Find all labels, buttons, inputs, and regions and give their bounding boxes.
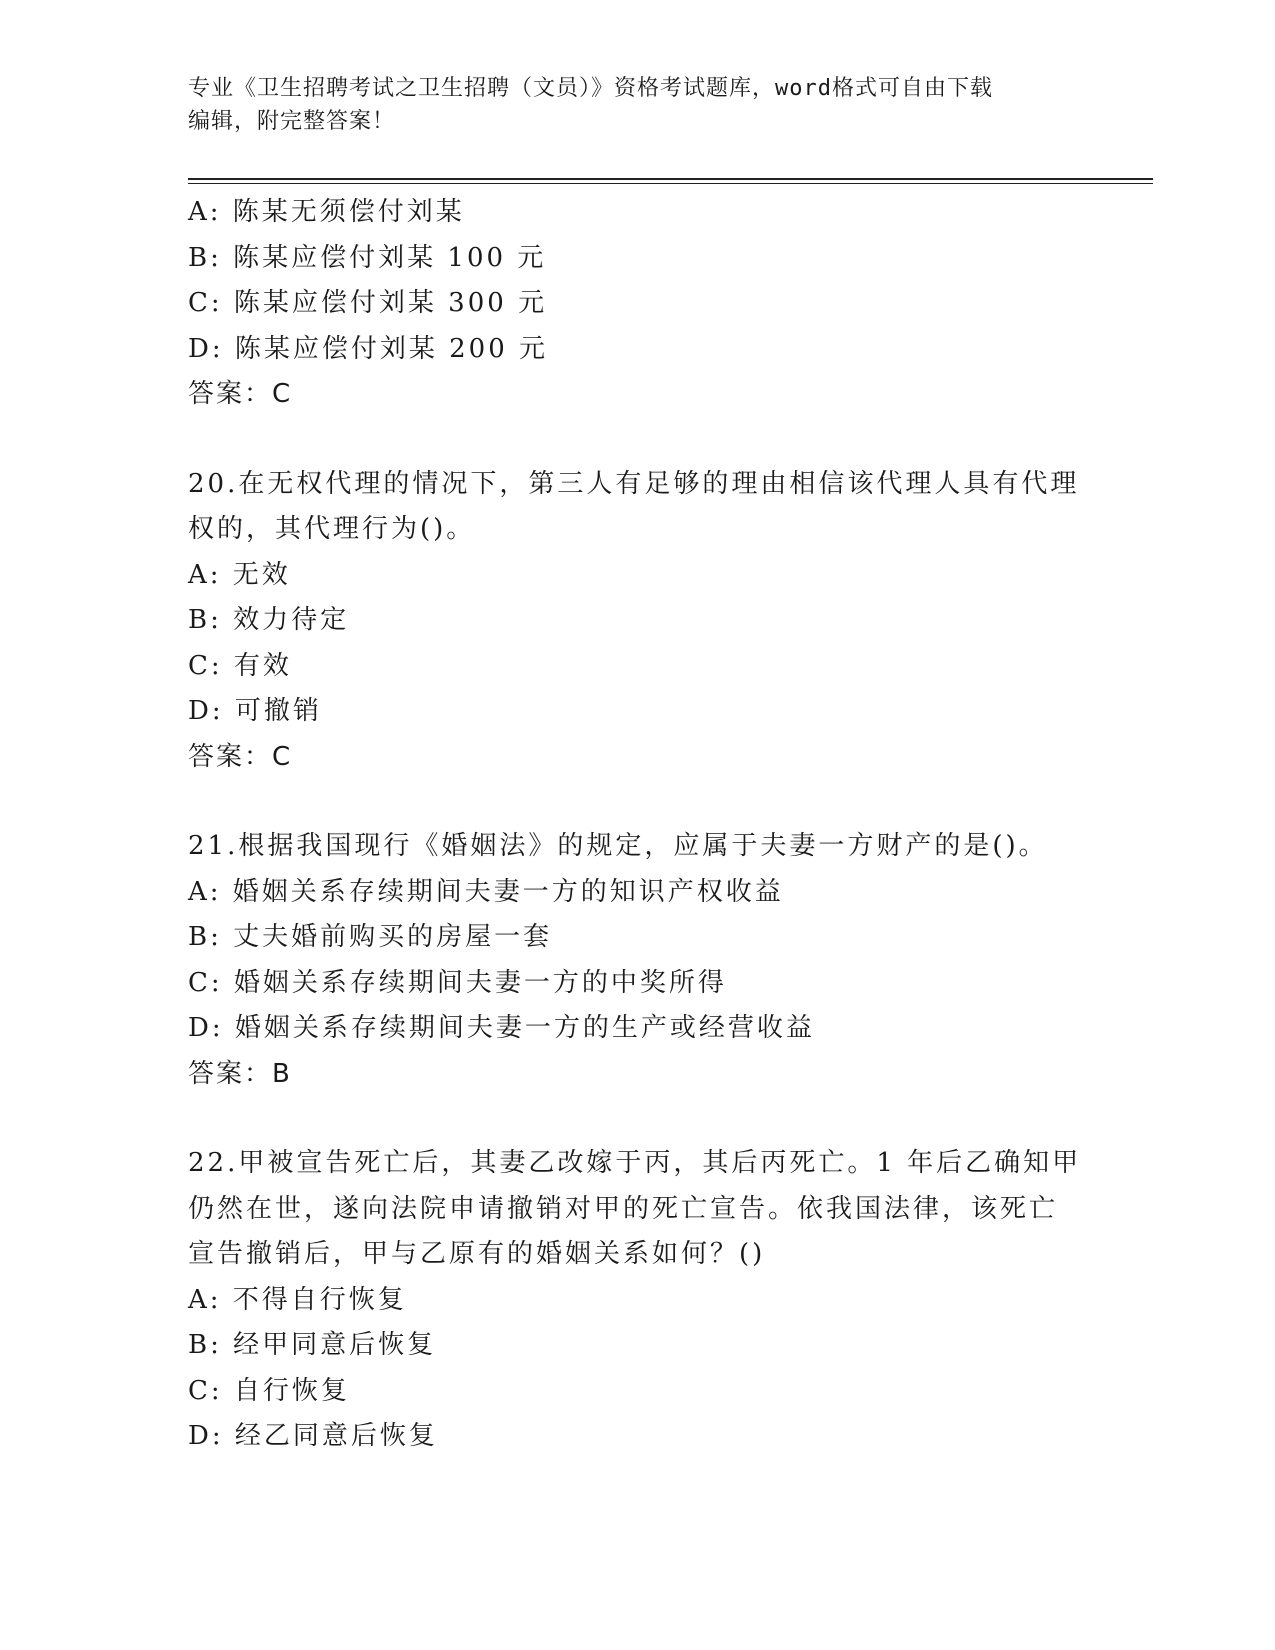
option-d: D: 婚姻关系存续期间夫妻一方的生产或经营收益 [188,1013,815,1043]
question-text-line-1: 22.甲被宣告死亡后，其妻乙改嫁于丙，其后丙死亡。1 年后乙确知甲 [188,1148,1082,1178]
answer-line: 答案：B [188,1058,292,1089]
option-a: A: 不得自行恢复 [188,1284,407,1315]
header-line-2: 编辑，附完整答案！ [188,109,396,134]
header-rule-bottom [188,183,1153,184]
option-c: C: 陈某应偿付刘某 300 元 [188,288,548,318]
question-20 [188,462,1088,781]
question-text-line-2: 权的，其代理行为()。 [188,514,476,544]
question-text-line-2: 仍然在世，遂向法院申请撤销对甲的死亡宣告。依我国法律，该死亡 [188,1193,1059,1224]
question-list [188,190,1088,1460]
option-a: A: 陈某无须偿付刘某 [188,197,465,227]
document-header [188,72,1068,138]
option-d: D: 经乙同意后恢复 [188,1421,438,1451]
question-19 [188,190,1088,418]
spacer [188,418,1088,462]
spacer [188,1097,1088,1141]
question-22 [188,1141,1088,1460]
option-a: A: 婚姻关系存续期间夫妻一方的知识产权收益 [188,876,784,907]
option-d: D: 陈某应偿付刘某 200 元 [188,333,549,364]
option-b: B: 效力待定 [188,605,350,635]
question-text-line-3: 宣告撤销后，甲与乙原有的婚姻关系如何？() [188,1239,766,1269]
question-text-line-1: 20.在无权代理的情况下，第三人有足够的理由相信该代理人具有代理 [188,468,1080,499]
option-b: B: 陈某应偿付刘某 100 元 [188,242,547,273]
option-c: C: 有效 [188,650,292,681]
option-a: A: 无效 [188,559,291,590]
option-c: C: 自行恢复 [188,1375,350,1406]
option-b: B: 丈夫婚前购买的房屋一套 [188,922,553,952]
option-c: C: 婚姻关系存续期间夫妻一方的中奖所得 [188,967,727,998]
spacer [188,780,1088,824]
option-d: D: 可撤销 [188,696,322,726]
option-b: B: 经甲同意后恢复 [188,1330,437,1360]
question-21 [188,824,1088,1097]
header-rule-top [188,178,1153,180]
header-line-1: 专业《卫生招聘考试之卫生招聘（文员）》资格考试题库，word格式可自由下载 [188,76,993,101]
answer-line: 答案：C [188,741,293,772]
question-text-line-1: 21.根据我国现行《婚姻法》的规定，应属于夫妻一方财产的是()。 [188,831,1048,861]
answer-line: 答案：C [188,379,293,409]
